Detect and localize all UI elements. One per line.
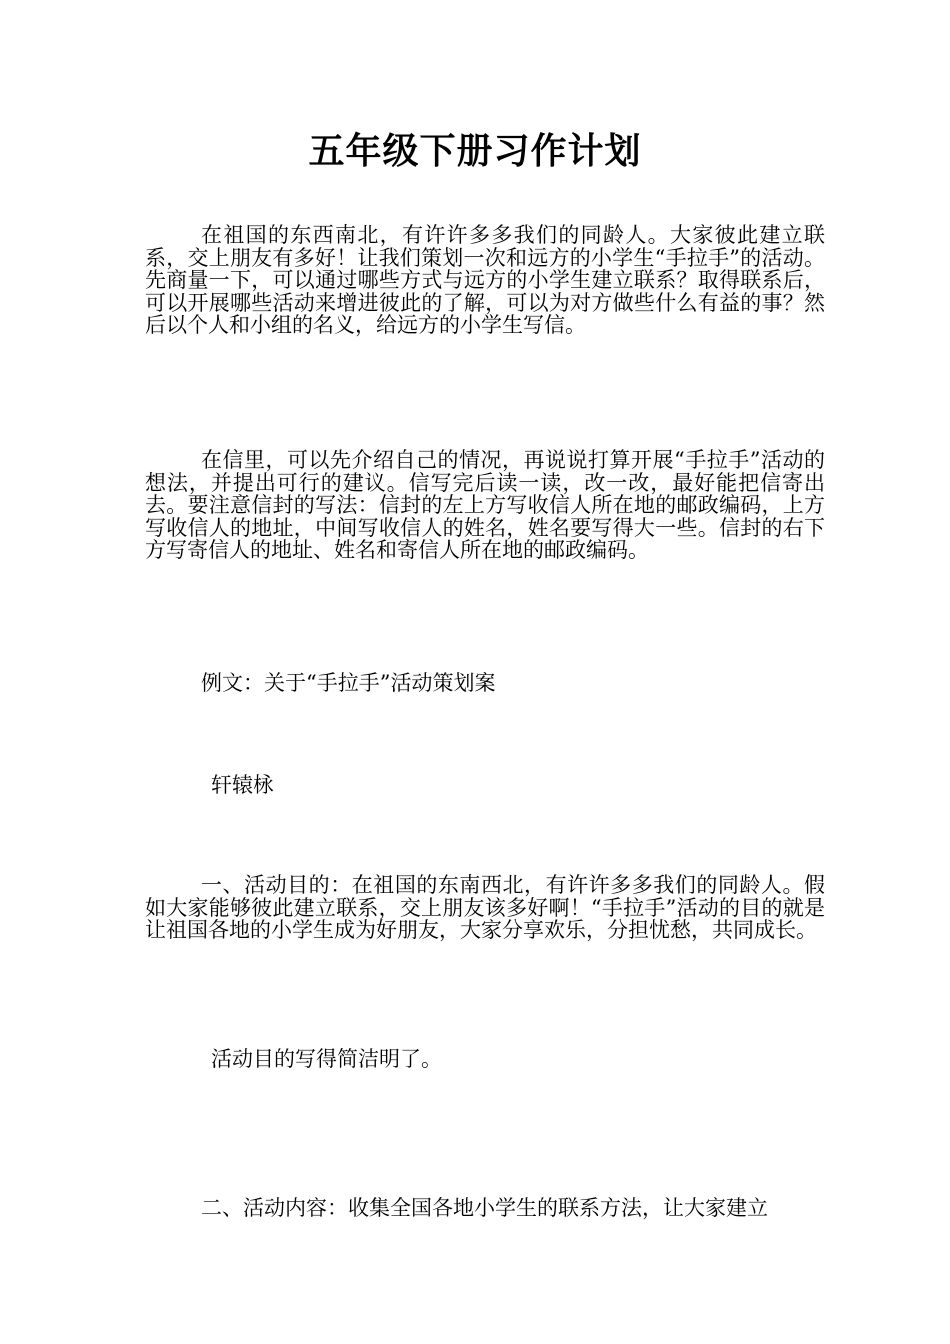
- author-name: 轩辕栐: [211, 773, 274, 797]
- example-heading: 例文：关于“手拉手”活动策划案: [201, 671, 496, 695]
- paragraph-activity-purpose: 一、活动目的：在祖国的东南西北，有许许多多我们的同龄人。假如大家能够彼此建立联系，交上朋友该多好啊！“手拉手”活动的目的就是让祖国各地的小学生成为好朋友，大家分享欢乐，分担忧愁，共同成长。: [145, 873, 825, 943]
- paragraph-intro: 在祖国的东西南北，有许许多多我们的同龄人。大家彼此建立联系，交上朋友有多好！让我们策划一次和远方的小学生“手拉手”的活动。先商量一下，可以通过哪些方式与远方的小学生建立联系？取得联系后，可以开展哪些活动来增进彼此的了解，可以为对方做些什么有益的事？然后以个人和小组的名义，给远方的小学生写信。: [145, 223, 825, 338]
- document-title: 五年级下册习作计划: [308, 130, 642, 172]
- comment-note: 活动目的写得简洁明了。: [211, 1047, 442, 1071]
- section-two-heading: 二、活动内容：收集全国各地小学生的联系方法，让大家建立: [201, 1196, 768, 1220]
- paragraph-letter-guidance: 在信里，可以先介绍自己的情况，再说说打算开展“手拉手”活动的想法，并提出可行的建议。信写完后读一读，改一改，最好能把信寄出去。要注意信封的写法：信封的左上方写收信人所在地的邮政编码，上方写收信人的地址，中间写收信人的姓名，姓名要写得大一些。信封的右下方写寄信人的地址、姓名和寄信人所在地的邮政编码。: [145, 448, 825, 563]
